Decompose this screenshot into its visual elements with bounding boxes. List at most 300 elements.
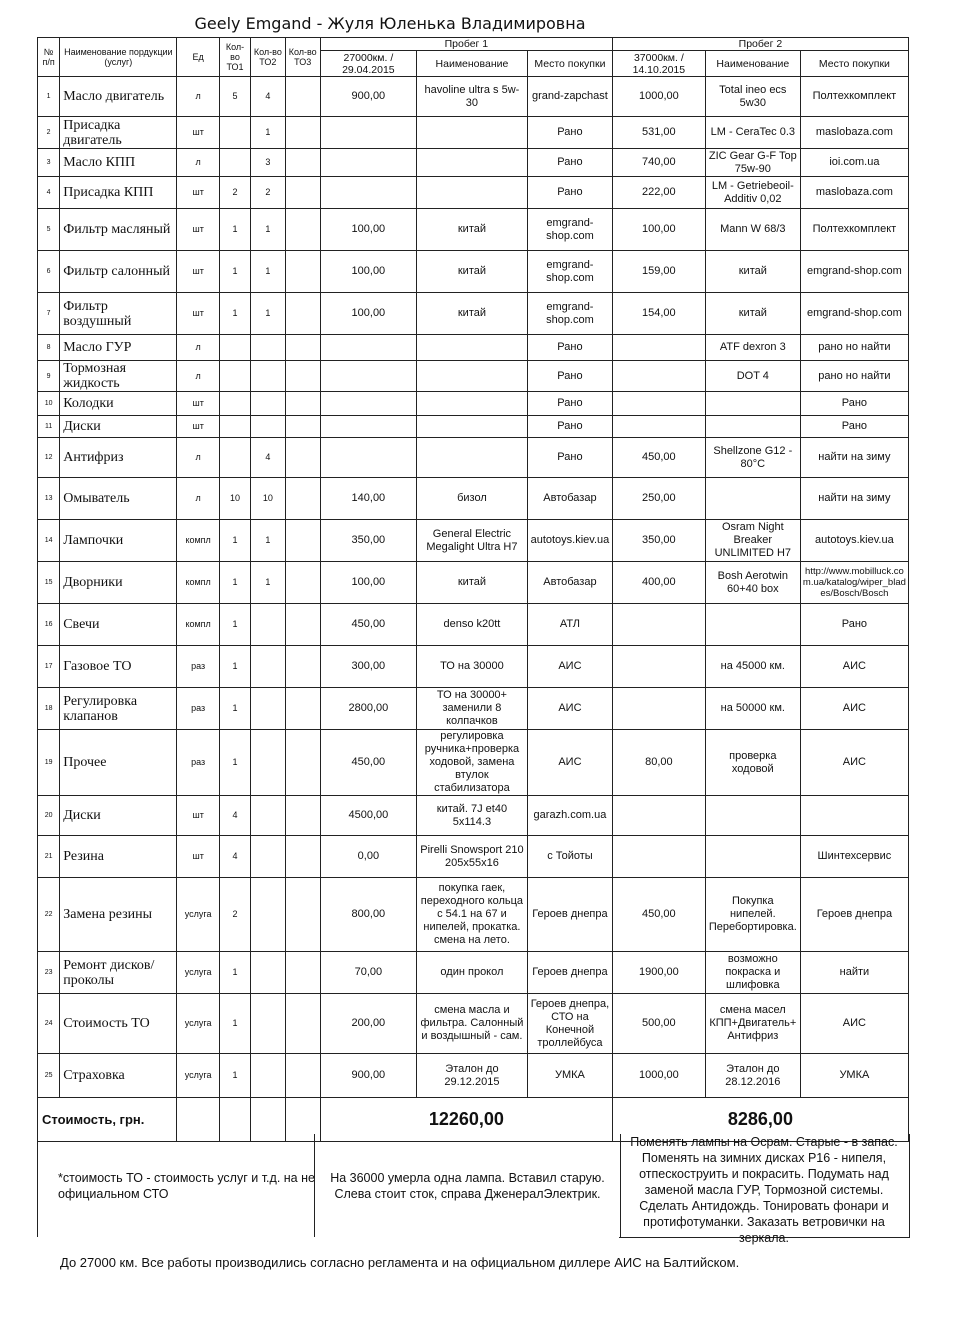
run2-price: 450,00 (612, 878, 705, 952)
table-row (38, 478, 909, 520)
run2-item: Shellzone G12 - 80°C (705, 438, 800, 478)
run1-place: Рано (528, 392, 613, 416)
qty1: 5 (219, 77, 250, 117)
run1-item: havoline ultra s 5w-30 (416, 77, 527, 117)
qty3 (285, 117, 320, 149)
table-row (38, 361, 909, 392)
item-name: Резина (60, 836, 177, 878)
run2-place: http://www.mobilluck.com.ua/katalog/wiper_blades/Bosch/Bosch (800, 562, 908, 604)
unit: шт (177, 293, 219, 335)
qty3 (285, 604, 320, 646)
row-num: 22 (38, 878, 60, 952)
qty3 (285, 796, 320, 836)
qty2: 2 (251, 177, 285, 209)
qty1: 1 (219, 562, 250, 604)
unit: шт (177, 836, 219, 878)
item-name: Масло ГУР (60, 335, 177, 361)
qty3 (285, 1054, 320, 1098)
run1-place: Героев днепра (528, 952, 613, 994)
unit: шт (177, 416, 219, 438)
unit: л (177, 478, 219, 520)
qty1: 1 (219, 952, 250, 994)
item-name: Фильтр масляный (60, 209, 177, 251)
run1-price: 0,00 (320, 836, 416, 878)
run1-price: 2800,00 (320, 688, 416, 730)
run2-place: АИС (800, 646, 908, 688)
row-num: 14 (38, 520, 60, 562)
header-run2-item: Наименование (705, 51, 800, 77)
run2-price (612, 361, 705, 392)
run2-price: 350,00 (612, 520, 705, 562)
row-num: 2 (38, 117, 60, 149)
unit: услуга (177, 878, 219, 952)
item-name: Фильтр салонный (60, 251, 177, 293)
run1-place: УМКА (528, 1054, 613, 1098)
run2-place: АИС (800, 730, 908, 796)
qty1: 2 (219, 878, 250, 952)
run1-price: 100,00 (320, 293, 416, 335)
qty3 (285, 361, 320, 392)
run2-item: на 45000 км. (705, 646, 800, 688)
qty3 (285, 730, 320, 796)
unit: л (177, 361, 219, 392)
qty3 (285, 688, 320, 730)
unit: услуга (177, 994, 219, 1054)
qty2 (251, 361, 285, 392)
run1-price: 140,00 (320, 478, 416, 520)
item-name: Масло двигатель (60, 77, 177, 117)
row-num: 19 (38, 730, 60, 796)
table-body (38, 77, 909, 1098)
unit: л (177, 77, 219, 117)
item-name: Прочее (60, 730, 177, 796)
qty3 (285, 293, 320, 335)
run2-place: Рано (800, 416, 908, 438)
header-qty2: Кол-во ТО2 (251, 38, 285, 77)
run1-place: Автобазар (528, 562, 613, 604)
qty1 (219, 335, 250, 361)
row-num: 7 (38, 293, 60, 335)
run1-place: Рано (528, 361, 613, 392)
row-num: 15 (38, 562, 60, 604)
qty2: 1 (251, 562, 285, 604)
run2-place (800, 796, 908, 836)
run1-item: китай (416, 562, 527, 604)
qty1: 1 (219, 1054, 250, 1098)
run1-item (416, 392, 527, 416)
item-name: Присадка КПП (60, 177, 177, 209)
run2-place: найти (800, 952, 908, 994)
qty2 (251, 688, 285, 730)
run2-price: 100,00 (612, 209, 705, 251)
row-num: 24 (38, 994, 60, 1054)
run1-price: 450,00 (320, 730, 416, 796)
item-name: Колодки (60, 392, 177, 416)
qty1: 1 (219, 520, 250, 562)
row-num: 8 (38, 335, 60, 361)
run1-place: Рано (528, 117, 613, 149)
run1-item: регулировка ручника+проверка ходовой, замена втулок стабилизатора (416, 730, 527, 796)
qty2: 1 (251, 251, 285, 293)
qty2 (251, 836, 285, 878)
run1-place: emgrand-shop.com (528, 251, 613, 293)
item-name: Свечи (60, 604, 177, 646)
run2-item: LM - CeraTec 0.3 (705, 117, 800, 149)
qty2: 4 (251, 77, 285, 117)
run2-item (705, 796, 800, 836)
run1-place: Рано (528, 438, 613, 478)
qty3 (285, 77, 320, 117)
run1-item: denso k20tt (416, 604, 527, 646)
qty1: 1 (219, 730, 250, 796)
qty2 (251, 994, 285, 1054)
unit: раз (177, 688, 219, 730)
run2-place: АИС (800, 688, 908, 730)
run2-price (612, 335, 705, 361)
item-name: Газовое ТО (60, 646, 177, 688)
run1-price: 800,00 (320, 878, 416, 952)
row-num: 17 (38, 646, 60, 688)
item-name: Диски (60, 796, 177, 836)
bottom-note: До 27000 км. Все работы производились согласно регламента и на официальном диллере АИС на Балтийском. (60, 1255, 740, 1270)
unit: компл (177, 520, 219, 562)
row-num: 25 (38, 1054, 60, 1098)
item-name: Замена резины (60, 878, 177, 952)
qty2 (251, 646, 285, 688)
header-run1: Пробег 1 (320, 38, 612, 51)
run2-place: рано но найти (800, 361, 908, 392)
run2-price (612, 796, 705, 836)
item-name: Антифриз (60, 438, 177, 478)
run1-price: 900,00 (320, 1054, 416, 1098)
note-left: *стоимость ТО - стоимость услуг и т.д. на не официальном СТО (58, 1171, 315, 1201)
run1-price: 100,00 (320, 251, 416, 293)
item-name: Ремонт дисков/проколы (60, 952, 177, 994)
run2-price (612, 392, 705, 416)
run2-price: 80,00 (612, 730, 705, 796)
run1-item (416, 335, 527, 361)
run1-place: Героев днепра, СТО на Конечной троллейбуса (528, 994, 613, 1054)
run1-price: 4500,00 (320, 796, 416, 836)
run1-item (416, 177, 527, 209)
qty2: 1 (251, 117, 285, 149)
qty3 (285, 438, 320, 478)
table-row (38, 952, 909, 994)
run2-item: Bosh Aerotwin 60+40 box (705, 562, 800, 604)
run1-price (320, 177, 416, 209)
qty2: 4 (251, 438, 285, 478)
run2-place: autotoys.kiev.ua (800, 520, 908, 562)
run1-place: garazh.com.ua (528, 796, 613, 836)
unit: шт (177, 209, 219, 251)
qty2: 1 (251, 293, 285, 335)
run2-price: 531,00 (612, 117, 705, 149)
unit: услуга (177, 1054, 219, 1098)
item-name: Страховка (60, 1054, 177, 1098)
header-run1-date: 27000км. / 29.04.2015 (320, 51, 416, 77)
run2-place: УМКА (800, 1054, 908, 1098)
run1-item: бизол (416, 478, 527, 520)
run1-place: Автобазар (528, 478, 613, 520)
run2-item: Osram Night Breaker UNLIMITED H7 (705, 520, 800, 562)
run2-price: 1000,00 (612, 77, 705, 117)
table-row (38, 604, 909, 646)
run2-place: Полтехкомплект (800, 77, 908, 117)
unit: шт (177, 392, 219, 416)
qty1: 1 (219, 604, 250, 646)
qty1 (219, 392, 250, 416)
qty3 (285, 251, 320, 293)
item-name: Присадка двигатель (60, 117, 177, 149)
row-num: 18 (38, 688, 60, 730)
item-name: Регулировка клапанов (60, 688, 177, 730)
run1-item: ТО на 30000 (416, 646, 527, 688)
qty2 (251, 730, 285, 796)
run1-price (320, 361, 416, 392)
run1-price (320, 149, 416, 177)
qty2 (251, 952, 285, 994)
run2-place: Рано (800, 392, 908, 416)
header-qty3: Кол-во ТО3 (285, 38, 320, 77)
unit: раз (177, 730, 219, 796)
table-row (38, 1054, 909, 1098)
row-num: 6 (38, 251, 60, 293)
run1-item: смена масла и фильтра. Салонный и воздышный - сам. (416, 994, 527, 1054)
qty1 (219, 416, 250, 438)
qty3 (285, 952, 320, 994)
item-name: Тормозная жидкость (60, 361, 177, 392)
run2-item: китай (705, 251, 800, 293)
table-row (38, 293, 909, 335)
header-run1-item: Наименование (416, 51, 527, 77)
run1-price (320, 117, 416, 149)
notes-area (37, 1134, 909, 1245)
run1-price (320, 416, 416, 438)
qty1: 1 (219, 994, 250, 1054)
run2-item: возможно покраска и шлифовка (705, 952, 800, 994)
table-row (38, 117, 909, 149)
qty1: 1 (219, 688, 250, 730)
row-num: 3 (38, 149, 60, 177)
run2-price: 400,00 (612, 562, 705, 604)
qty2 (251, 796, 285, 836)
qty1 (219, 361, 250, 392)
item-name: Дворники (60, 562, 177, 604)
qty3 (285, 335, 320, 361)
table-row (38, 392, 909, 416)
run1-place: АИС (528, 730, 613, 796)
qty2: 3 (251, 149, 285, 177)
table-row (38, 562, 909, 604)
note-middle-text: На 36000 умерла одна лампа. Вставил старую. Слева стоит сток, справа ДженералЭлектрик. (330, 1170, 605, 1201)
run1-price (320, 438, 416, 478)
qty3 (285, 836, 320, 878)
run1-place: Рано (528, 149, 613, 177)
qty2 (251, 604, 285, 646)
run2-place: Героев днепра (800, 878, 908, 952)
run2-item: Total ineo ecs 5w30 (705, 77, 800, 117)
run2-item: ZIC Gear G-F Top 75w-90 (705, 149, 800, 177)
row-num: 23 (38, 952, 60, 994)
run2-place: maslobaza.com (800, 177, 908, 209)
qty3 (285, 520, 320, 562)
run2-item (705, 604, 800, 646)
run2-item: Покупка нипелей. Перебортировка. (705, 878, 800, 952)
row-num: 10 (38, 392, 60, 416)
qty1: 2 (219, 177, 250, 209)
table-row (38, 335, 909, 361)
total-run2: 8286,00 (612, 1098, 908, 1142)
qty1 (219, 438, 250, 478)
run1-place: АТЛ (528, 604, 613, 646)
run2-item (705, 416, 800, 438)
qty2 (251, 1054, 285, 1098)
run1-price: 900,00 (320, 77, 416, 117)
run1-item: Pirelli Snowsport 210 205x55x16 (416, 836, 527, 878)
item-name: Омыватель (60, 478, 177, 520)
run1-place: Рано (528, 335, 613, 361)
run1-item: ТО на 30000+ заменили 8 колпачков (416, 688, 527, 730)
qty2: 1 (251, 520, 285, 562)
run2-place: Полтехкомплект (800, 209, 908, 251)
run2-price: 159,00 (612, 251, 705, 293)
unit: л (177, 335, 219, 361)
run1-item (416, 438, 527, 478)
qty3 (285, 392, 320, 416)
table-row (38, 836, 909, 878)
table-row (38, 177, 909, 209)
table-row (38, 251, 909, 293)
run2-item (705, 478, 800, 520)
unit: компл (177, 604, 219, 646)
qty2 (251, 878, 285, 952)
qty1: 4 (219, 836, 250, 878)
run1-price (320, 335, 416, 361)
run2-place: Рано (800, 604, 908, 646)
run1-place: с Тойоты (528, 836, 613, 878)
run2-price: 740,00 (612, 149, 705, 177)
run2-price (612, 416, 705, 438)
table-row (38, 878, 909, 952)
run1-price: 450,00 (320, 604, 416, 646)
run1-item: один прокол (416, 952, 527, 994)
run1-price: 350,00 (320, 520, 416, 562)
run1-price: 100,00 (320, 562, 416, 604)
run2-item: смена масел КПП+Двигатель+ Антифриз (705, 994, 800, 1054)
run1-place: grand-zapchast (528, 77, 613, 117)
header-run2-date: 37000км. / 14.10.2015 (612, 51, 705, 77)
total-run1: 12260,00 (320, 1098, 612, 1142)
run2-price (612, 688, 705, 730)
run2-place: рано но найти (800, 335, 908, 361)
run2-item (705, 392, 800, 416)
qty3 (285, 562, 320, 604)
header-run2: Пробег 2 (612, 38, 908, 51)
run2-place: АИС (800, 994, 908, 1054)
qty1: 4 (219, 796, 250, 836)
run2-item: DOT 4 (705, 361, 800, 392)
qty3 (285, 149, 320, 177)
table-row (38, 646, 909, 688)
qty2: 1 (251, 209, 285, 251)
run2-place: найти на зиму (800, 438, 908, 478)
table-row (38, 209, 909, 251)
qty1 (219, 117, 250, 149)
run2-item: LM - Getriebeoil-Additiv 0,02 (705, 177, 800, 209)
run1-item: Эталон до 29.12.2015 (416, 1054, 527, 1098)
row-num: 12 (38, 438, 60, 478)
note-right: Поменять лампы на Осрам. Старые - в запас. Поменять на зимних дисках Р16 - нипеля, отпескоструить и покрасить. Подумать над заменой масла ГУР, Тормозной системы. Сделать Антидождь. Тонировать фонари и протифотуманки. Заказать ветровички на зеркала. (619, 1134, 910, 1238)
run1-place: Рано (528, 177, 613, 209)
run2-price (612, 646, 705, 688)
run1-item (416, 361, 527, 392)
row-num: 20 (38, 796, 60, 836)
run1-item (416, 117, 527, 149)
row-num: 5 (38, 209, 60, 251)
qty1: 1 (219, 646, 250, 688)
run1-place: emgrand-shop.com (528, 293, 613, 335)
run2-price: 500,00 (612, 994, 705, 1054)
run1-place: emgrand-shop.com (528, 209, 613, 251)
unit: л (177, 438, 219, 478)
row-num: 16 (38, 604, 60, 646)
run1-item (416, 416, 527, 438)
run1-place: АИС (528, 688, 613, 730)
qty1 (219, 149, 250, 177)
unit: шт (177, 117, 219, 149)
qty1: 10 (219, 478, 250, 520)
table-row (38, 438, 909, 478)
run2-item: Эталон до 28.12.2016 (705, 1054, 800, 1098)
run1-price: 200,00 (320, 994, 416, 1054)
run2-price: 250,00 (612, 478, 705, 520)
item-name: Стоимость ТО (60, 994, 177, 1054)
run1-item (416, 149, 527, 177)
table-row (38, 520, 909, 562)
run1-place: АИС (528, 646, 613, 688)
table-row (38, 416, 909, 438)
run1-price: 100,00 (320, 209, 416, 251)
run1-place: Героев днепра (528, 878, 613, 952)
item-name: Масло КПП (60, 149, 177, 177)
qty1: 1 (219, 251, 250, 293)
total-label: Стоимость, грн. (38, 1098, 177, 1142)
table-row (38, 730, 909, 796)
run2-price: 222,00 (612, 177, 705, 209)
unit: раз (177, 646, 219, 688)
row-num: 1 (38, 77, 60, 117)
run1-item: китай. 7J et40 5x114.3 (416, 796, 527, 836)
item-name: Фильтр воздушный (60, 293, 177, 335)
qty1: 1 (219, 293, 250, 335)
run2-item: китай (705, 293, 800, 335)
run2-item (705, 836, 800, 878)
table-row (38, 77, 909, 117)
row-num: 9 (38, 361, 60, 392)
run1-price (320, 392, 416, 416)
table-row (38, 994, 909, 1054)
qty3 (285, 994, 320, 1054)
qty3 (285, 177, 320, 209)
run2-item: ATF dexron 3 (705, 335, 800, 361)
run2-price: 1900,00 (612, 952, 705, 994)
run2-price: 154,00 (612, 293, 705, 335)
run2-place: emgrand-shop.com (800, 251, 908, 293)
row-num: 13 (38, 478, 60, 520)
run2-place: Шинтехсервис (800, 836, 908, 878)
run1-item: General Electric Megalight Ultra H7 (416, 520, 527, 562)
unit: шт (177, 177, 219, 209)
